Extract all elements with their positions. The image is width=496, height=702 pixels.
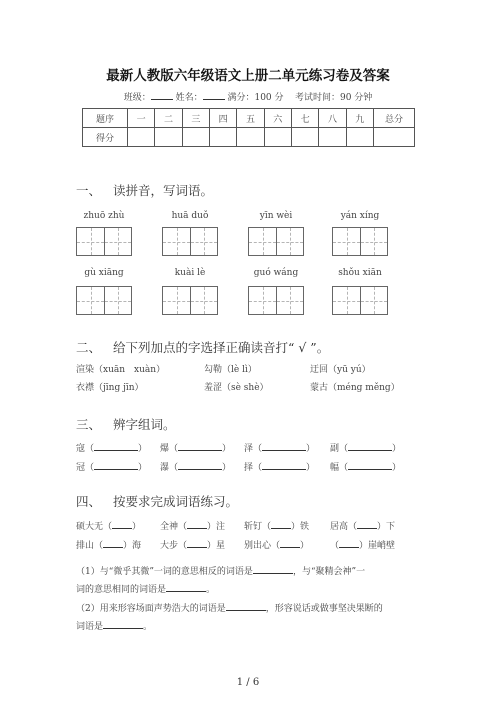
- word-group-item: 爆（ ）: [160, 441, 231, 454]
- question-2-line-1: （2）用来形容场面声势浩大的词语是 ，形容说话或做事坚决果断的: [76, 601, 383, 614]
- tianzige-cell[interactable]: [104, 287, 131, 314]
- tianzige-cell[interactable]: [360, 287, 387, 314]
- character-writing-grid[interactable]: [332, 227, 388, 256]
- tianzige-cell[interactable]: [249, 287, 276, 314]
- score-cell[interactable]: [291, 128, 318, 147]
- pronunciation-item[interactable]: 勾勒（lè lì）: [204, 365, 257, 375]
- score-table-header: 一: [128, 109, 155, 128]
- score-cell[interactable]: [155, 128, 182, 147]
- pinyin-label: kuài lè: [174, 268, 206, 278]
- character: 冠: [76, 463, 86, 473]
- answer-blank[interactable]: [187, 519, 207, 529]
- section2-heading: [76, 338, 329, 356]
- score-header-row: [83, 109, 415, 128]
- word-group-item: 幅（ ）: [330, 460, 401, 473]
- answer-blank[interactable]: [348, 460, 392, 470]
- score-table-header: 总分: [374, 109, 415, 128]
- word-group-item: 泽（ ）: [244, 441, 315, 454]
- question-1-line-2: 词的意思相同的词语是 。: [76, 582, 215, 595]
- word-group-item: 择（ ）: [244, 460, 315, 473]
- tianzige-cell[interactable]: [190, 228, 217, 255]
- pronunciation-item[interactable]: 蒙古（méng měng）: [310, 383, 400, 393]
- character-writing-grid[interactable]: [162, 227, 218, 256]
- answer-blank[interactable]: [187, 538, 207, 548]
- score-table-header: 七: [291, 109, 318, 128]
- tianzige-cell[interactable]: [276, 287, 303, 314]
- idiom-item: 居高（ ）下: [330, 519, 395, 532]
- score-table-header: 三: [182, 109, 209, 128]
- character: 择: [244, 463, 254, 473]
- class-label: 班级：: [123, 93, 151, 103]
- score-value-row: [83, 128, 415, 147]
- score-table: [82, 108, 415, 147]
- score-cell[interactable]: [264, 128, 291, 147]
- name-blank[interactable]: [203, 90, 225, 100]
- pronunciation-item[interactable]: 羞涩（sè shè）: [204, 383, 269, 393]
- question-1-line-1: （1）与“微乎其微”一词的意思相反的词语是 ，与“聚精会神”一: [76, 564, 365, 577]
- pinyin-label: gù xiāng: [84, 268, 124, 278]
- answer-blank[interactable]: [262, 460, 306, 470]
- pinyin-label: yīn wèi: [259, 211, 293, 221]
- word-group-item: 瀑（ ）: [160, 460, 231, 473]
- tianzige-cell[interactable]: [77, 228, 104, 255]
- character: 瀑: [160, 463, 170, 473]
- idiom-item: 别出心（ ）: [244, 538, 309, 551]
- answer-blank[interactable]: [178, 460, 222, 470]
- exam-info-line: [0, 90, 496, 103]
- pinyin-label: yán xíng: [340, 211, 380, 221]
- page-number: 1 / 6: [236, 677, 260, 688]
- section1-title: 读拼音，写词语。: [113, 183, 214, 198]
- pronunciation-item[interactable]: 渲染（xuān xuàn）: [76, 365, 166, 375]
- answer-blank[interactable]: [226, 601, 266, 611]
- answer-blank[interactable]: [103, 619, 143, 629]
- tianzige-cell[interactable]: [190, 287, 217, 314]
- answer-blank[interactable]: [103, 538, 123, 548]
- score-table-header: 四: [209, 109, 236, 128]
- answer-blank[interactable]: [253, 564, 293, 574]
- answer-blank[interactable]: [271, 519, 291, 529]
- tianzige-cell[interactable]: [333, 287, 360, 314]
- tianzige-cell[interactable]: [276, 228, 303, 255]
- section4-number: 四、: [76, 494, 102, 509]
- tianzige-cell[interactable]: [333, 228, 360, 255]
- score-cell[interactable]: [182, 128, 209, 147]
- pinyin-label: guó wáng: [253, 268, 299, 278]
- word-group-item: 冠（ ）: [76, 460, 147, 473]
- section2-number: 二、: [76, 340, 102, 355]
- character-writing-grid[interactable]: [248, 286, 304, 315]
- answer-blank[interactable]: [94, 441, 138, 451]
- character-writing-grid[interactable]: [162, 286, 218, 315]
- section3-number: 三、: [76, 417, 102, 432]
- pronunciation-item[interactable]: 衣襟（jīng jīn）: [76, 383, 144, 393]
- score-cell[interactable]: [237, 128, 264, 147]
- word-group-item: 副（ ）: [330, 441, 401, 454]
- score-cell[interactable]: [209, 128, 236, 147]
- score-cell[interactable]: [319, 128, 346, 147]
- character: 寇: [76, 444, 86, 454]
- section1-heading: [76, 181, 213, 199]
- score-table-header: 五: [237, 109, 264, 128]
- score-table-header: 六: [264, 109, 291, 128]
- idiom-item: 排山（ ）海: [76, 538, 141, 551]
- character-writing-grid[interactable]: [332, 286, 388, 315]
- section2-title: 给下列加点的字选择正确读音打“ √ ”。: [113, 340, 330, 355]
- tianzige-cell[interactable]: [104, 228, 131, 255]
- character-writing-grid[interactable]: [76, 227, 132, 256]
- idiom-item: 斩钉（ ）铁: [244, 519, 309, 532]
- score-row-label: 得分: [83, 128, 128, 147]
- section1-number: 一、: [76, 183, 102, 198]
- score-table-header: 九: [346, 109, 373, 128]
- pinyin-label: shǒu xiān: [338, 268, 382, 278]
- class-blank[interactable]: [151, 90, 173, 100]
- pronunciation-item[interactable]: 迂回（yū yú）: [310, 365, 371, 375]
- pinyin-label: huā duǒ: [171, 211, 209, 221]
- score-cell[interactable]: [128, 128, 155, 147]
- tianzige-cell[interactable]: [163, 287, 190, 314]
- score-table-header: 八: [319, 109, 346, 128]
- pinyin-label: zhuō zhù: [83, 211, 125, 221]
- character-writing-grid[interactable]: [76, 286, 132, 315]
- character: 副: [330, 444, 340, 454]
- section3-title: 辨字组词。: [113, 417, 176, 432]
- full-score: 满分：100 分: [227, 93, 284, 103]
- section4-title: 按要求完成词语练习。: [113, 494, 239, 509]
- page-title: 最新人教版六年级语文上册二单元练习卷及答案: [106, 68, 390, 84]
- score-table-header: 二: [155, 109, 182, 128]
- answer-blank[interactable]: [178, 441, 222, 451]
- answer-blank[interactable]: [166, 582, 206, 592]
- tianzige-cell[interactable]: [360, 228, 387, 255]
- character: 幅: [330, 463, 340, 473]
- answer-blank[interactable]: [262, 441, 306, 451]
- character: 泽: [244, 444, 254, 454]
- score-table-header-label: 题序: [83, 109, 128, 128]
- answer-blank[interactable]: [339, 538, 359, 548]
- answer-blank[interactable]: [112, 519, 132, 529]
- exam-time: 考试时间：90 分钟: [294, 93, 373, 103]
- section3-heading: [76, 415, 176, 433]
- idiom-item: 全神（ ）注: [160, 519, 225, 532]
- section4-heading: [76, 492, 238, 510]
- name-label: 姓名：: [175, 93, 203, 103]
- answer-blank[interactable]: [280, 538, 300, 548]
- idiom-item: 硕大无（ ）: [76, 519, 141, 532]
- answer-blank[interactable]: [348, 441, 392, 451]
- tianzige-cell[interactable]: [77, 287, 104, 314]
- score-cell[interactable]: [346, 128, 373, 147]
- answer-blank[interactable]: [94, 460, 138, 470]
- character-writing-grid[interactable]: [248, 227, 304, 256]
- tianzige-cell[interactable]: [249, 228, 276, 255]
- tianzige-cell[interactable]: [163, 228, 190, 255]
- score-cell[interactable]: [374, 128, 415, 147]
- word-group-item: 寇（ ）: [76, 441, 147, 454]
- answer-blank[interactable]: [357, 519, 377, 529]
- character: 爆: [160, 444, 170, 454]
- question-2-line-2: 词语是 。: [76, 619, 152, 632]
- idiom-item: 大步（ ）星: [160, 538, 225, 551]
- idiom-item: （ ）崖峭壁: [330, 538, 395, 551]
